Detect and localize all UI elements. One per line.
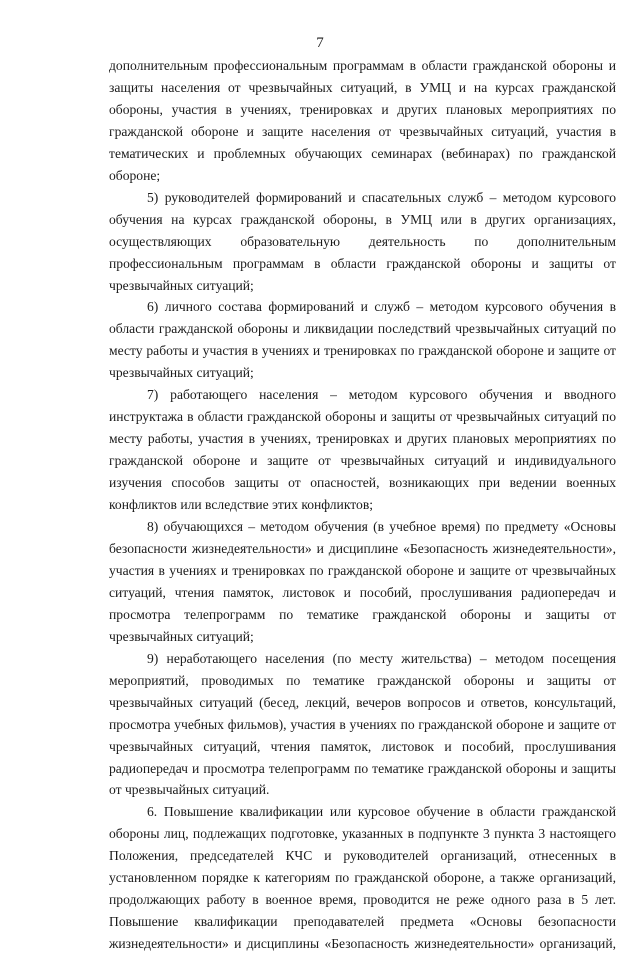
paragraph-item-8: 8) обучающихся – методом обучения (в учебное время) по предмету «Основы безопасности жизнедеятельности» и дисциплине «Безопасность жизнедеятельности», участия в учениях и тренировках по гражданской обороне и защите от чрезвычайных ситуаций, чтения памяток, листовок и пособий, прослушивания радиопередач и просмотра телепрограмм по тематике гражданской обороны и защиты от чрезвычайных ситуаций; — [109, 519, 616, 644]
page-number: 7 — [316, 35, 324, 51]
paragraph-section-6: 6. Повышение квалификации или курсовое обучение в области гражданской обороны лиц, подлежащих подготовке, указанных в подпункте 3 пункта 3 настоящего Положения, председателей КЧС и руководителей организаций, отнесенных в установленном порядке к категориям по гражданской обороне, а также организаций, продолжающих работу в военное время, проводится не реже одного раза в 5 лет. Повышение квалификации преподавателей предмета «Основы безопасности жизнедеятельности» и дисциплины «Безопасность жизнедеятельности» организаций, — [109, 804, 616, 952]
paragraph-item-5: 5) руководителей формирований и спасательных служб – методом курсового обучения на курсах гражданской обороны, в УМЦ или в других организациях, осуществляющих образовательную деятельность по дополнительным профессиональным программам в области гражданской обороны и защиты от чрезвычайных ситуаций; — [109, 189, 616, 293]
paragraph-item-6: 6) личного состава формирований и служб – методом курсового обучения в области гражданской обороны и ликвидации последствий чрезвычайных ситуаций по месту работы и участия в учениях и тренировках по гражданской обороне и защите от чрезвычайных ситуаций; — [109, 299, 616, 381]
paragraph-item-7: 7) работающего населения – методом курсового обучения и вводного инструктажа в области гражданской обороны и защиты от чрезвычайных ситуаций по месту работы, участия в учениях, тренировках и других плановых мероприятиях по гражданской обороне и защите от чрезвычайных ситуаций и индивидуального изучения способов защиты от опасностей, возникающих при ведении военных конфликтов или вследствие этих конфликтов; — [109, 387, 616, 513]
paragraph-item-9: 9) неработающего населения (по месту жительства) – методом посещения мероприятий, проводимых по тематике гражданской обороны и защиты от чрезвычайных ситуаций (бесед, лекций, вечеров вопросов и ответов, консультаций, просмотра учебных фильмов), участия в учениях по гражданской обороне и защите от чрезвычайных ситуаций, чтения памяток, листовок и пособий, прослушивания радиопередач и просмотра телепрограмм по тематике гражданской обороны и защиты от чрезвычайных ситуаций. — [109, 650, 616, 798]
paragraph-continuation: дополнительным профессиональным программам в области гражданской обороны и защиты населения от чрезвычайных ситуаций, в УМЦ и на курсах гражданской обороны, участия в учениях, тренировках и других плановых мероприятиях по гражданской обороне и защите населения от чрезвычайных ситуаций, участия в тематических и проблемных обучающих семинарах (вебинарах) по гражданской обороне; — [109, 58, 616, 183]
document-body — [109, 55, 616, 955]
